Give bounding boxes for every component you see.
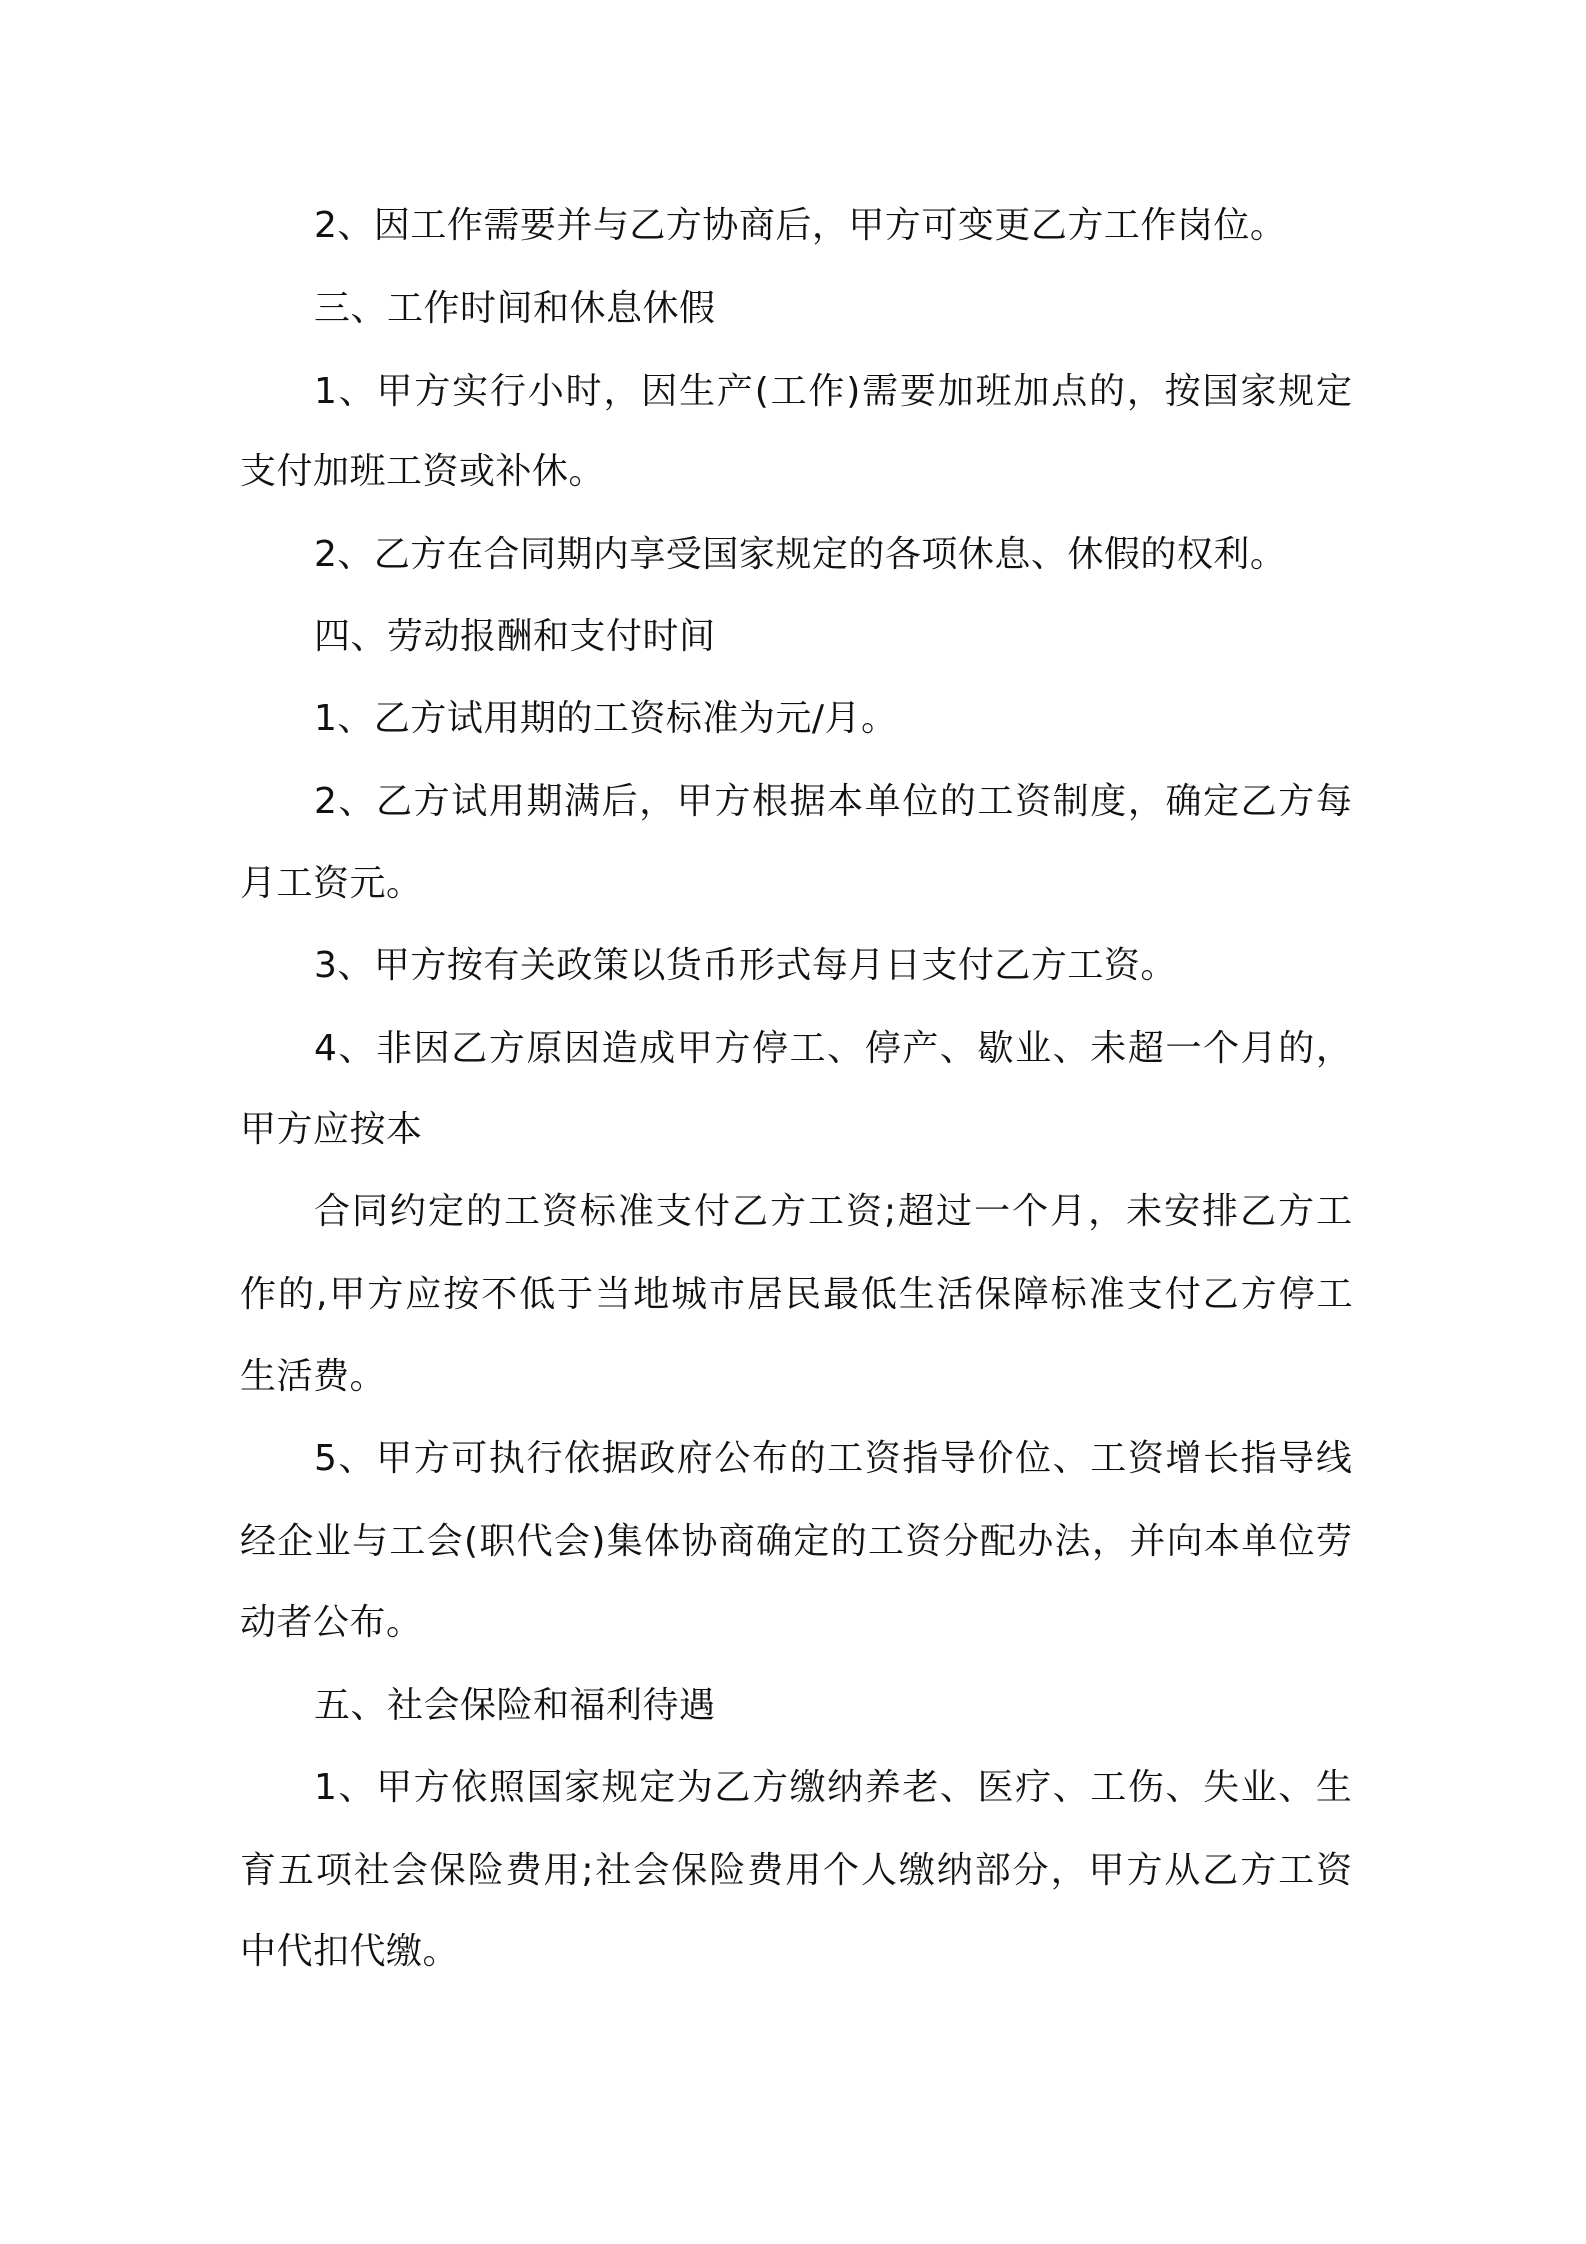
section-heading: 五、社会保险和福利待遇 [314,1685,716,1726]
text-line: 甲方应按本 [240,1109,423,1150]
text-line: 3、甲方按有关政策以货币形式每月日支付乙方工资。 [314,945,1177,986]
text-line: 动者公布。 [240,1602,423,1643]
text-line: 育五项社会保险费用;社会保险费用个人缴纳部分，甲方从乙方工资 [240,1850,1355,1891]
text-line: 经企业与工会(职代会)集体协商确定的工资分配办法，并向本单位劳 [240,1521,1354,1562]
text-line: 2、因工作需要并与乙方协商后，甲方可变更乙方工作岗位。 [314,205,1287,246]
text-line: 月工资元。 [240,863,423,904]
text-line: 2、乙方试用期满后，甲方根据本单位的工资制度，确定乙方每 [314,781,1354,822]
text-line: 1、乙方试用期的工资标准为元/月。 [314,698,898,739]
text-line: 生活费。 [240,1356,387,1397]
text-line: 作的,甲方应按不低于当地城市居民最低生活保障标准支付乙方停工 [240,1274,1355,1315]
text-line: 支付加班工资或补休。 [240,451,606,492]
text-line: 4、非因乙方原因造成甲方停工、停产、歇业、未超一个月的， [314,1028,1354,1069]
text-line: 5、甲方可执行依据政府公布的工资指导价位、工资增长指导线 [314,1438,1354,1479]
text-line: 2、乙方在合同期内享受国家规定的各项休息、休假的权利。 [314,534,1287,575]
text-line: 合同约定的工资标准支付乙方工资;超过一个月，未安排乙方工 [314,1191,1355,1232]
section-heading: 三、工作时间和休息休假 [314,288,716,329]
text-line: 1、甲方实行小时，因生产(工作)需要加班加点的，按国家规定 [314,371,1354,412]
section-heading: 四、劳动报酬和支付时间 [314,616,716,657]
text-line: 1、甲方依照国家规定为乙方缴纳养老、医疗、工伤、失业、生 [314,1767,1354,1808]
text-line: 中代扣代缴。 [240,1931,460,1972]
